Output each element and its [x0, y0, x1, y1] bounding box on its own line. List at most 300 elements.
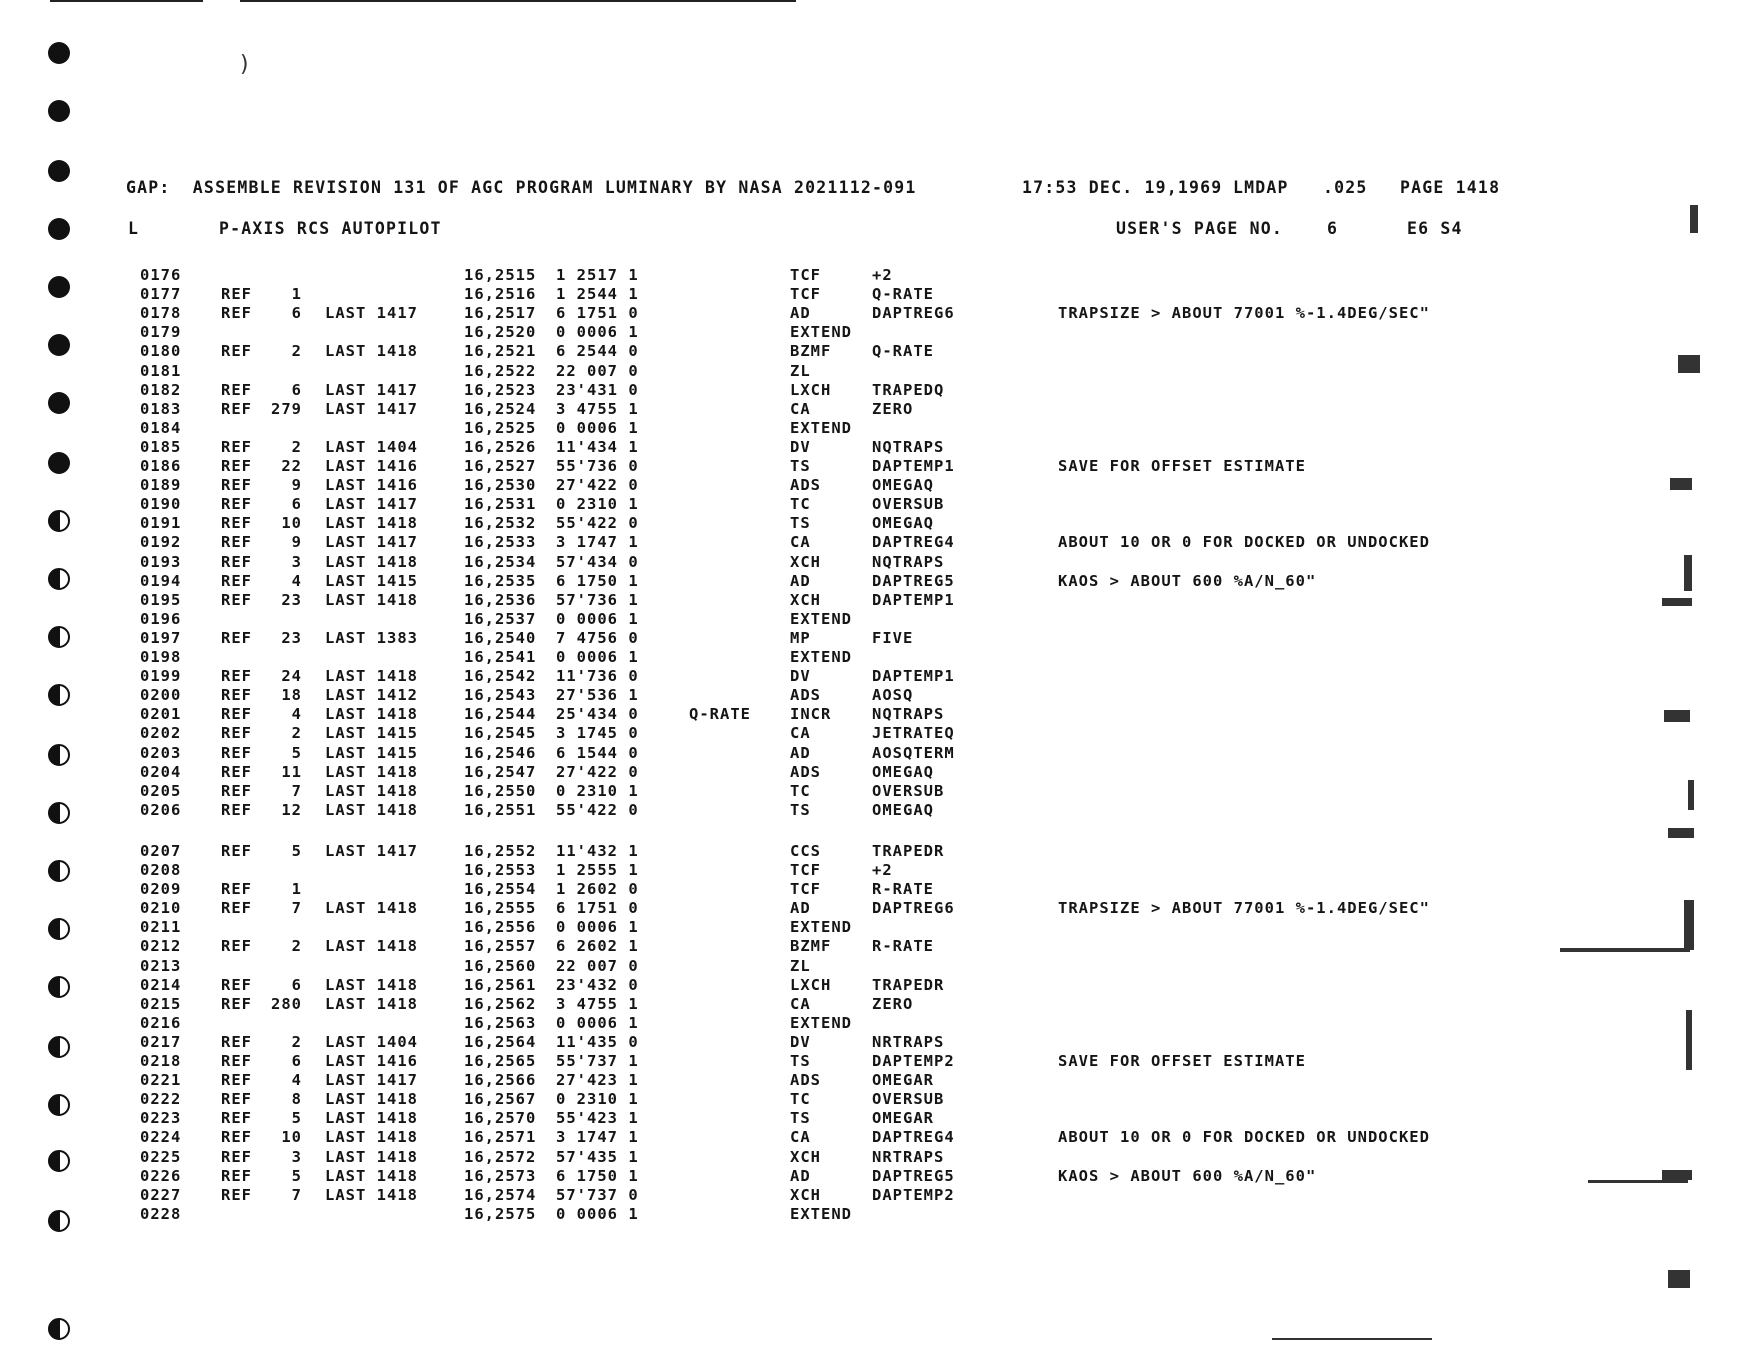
memory-address: 16,2536 — [464, 591, 537, 609]
last-page-ref: LAST 1417 — [325, 842, 418, 860]
opcode: AD — [790, 1167, 811, 1185]
ref-count: 9 — [291, 476, 302, 494]
opcode: TS — [790, 1052, 811, 1070]
ref-count: 1 — [291, 880, 302, 898]
memory-address: 16,2560 — [464, 957, 537, 975]
last-page-ref: LAST 1415 — [325, 572, 418, 590]
punch-hole — [48, 276, 70, 298]
memory-address: 16,2554 — [464, 880, 537, 898]
opcode: TS — [790, 514, 811, 532]
last-page-ref: LAST 1418 — [325, 937, 418, 955]
last-page-ref: LAST 1418 — [325, 1090, 418, 1108]
comment-text: KAOS > ABOUT 600 %A/N_60" — [1058, 1167, 1317, 1185]
sequence-number: 0197 — [140, 629, 182, 647]
memory-address: 16,2573 — [464, 1167, 537, 1185]
octal-word: 0 0006 1 — [556, 648, 639, 666]
memory-address: 16,2523 — [464, 381, 537, 399]
memory-address: 16,2525 — [464, 419, 537, 437]
octal-word: 6 2602 1 — [556, 937, 639, 955]
operand: DAPTEMP2 — [872, 1052, 955, 1070]
opcode: DV — [790, 438, 811, 456]
sequence-number: 0205 — [140, 782, 182, 800]
ref-tag: REF — [221, 553, 252, 571]
opcode: TC — [790, 782, 811, 800]
sequence-number: 0191 — [140, 514, 182, 532]
ref-tag: REF — [221, 667, 252, 685]
memory-address: 16,2517 — [464, 304, 537, 322]
sequence-number: 0210 — [140, 899, 182, 917]
memory-address: 16,2526 — [464, 438, 537, 456]
operand: DAPTREG5 — [872, 572, 955, 590]
ref-tag: REF — [221, 1109, 252, 1127]
operand: OVERSUB — [872, 1090, 945, 1108]
last-page-ref: LAST 1418 — [325, 763, 418, 781]
ref-count: 2 — [291, 1033, 302, 1051]
opcode: CA — [790, 1128, 811, 1146]
opcode: ADS — [790, 1071, 821, 1089]
operand: OMEGAQ — [872, 476, 934, 494]
top-rule-right — [240, 0, 796, 2]
last-page-ref: LAST 1418 — [325, 591, 418, 609]
opcode: TC — [790, 495, 811, 513]
punch-hole — [48, 744, 70, 766]
memory-address: 16,2542 — [464, 667, 537, 685]
punch-hole — [48, 918, 70, 940]
memory-address: 16,2567 — [464, 1090, 537, 1108]
octal-word: 57'736 1 — [556, 591, 639, 609]
ref-tag: REF — [221, 1090, 252, 1108]
ref-count: 1 — [291, 285, 302, 303]
bottom-rule — [1272, 1338, 1432, 1340]
sequence-number: 0216 — [140, 1014, 182, 1032]
octal-word: 11'432 1 — [556, 842, 639, 860]
operand: +2 — [872, 266, 893, 284]
operand: TRAPEDQ — [872, 381, 945, 399]
octal-word: 57'435 1 — [556, 1148, 639, 1166]
operand: ZERO — [872, 995, 914, 1013]
octal-word: 55'736 0 — [556, 457, 639, 475]
ref-count: 23 — [281, 591, 302, 609]
ref-tag: REF — [221, 937, 252, 955]
operand: FIVE — [872, 629, 914, 647]
ref-tag: REF — [221, 782, 252, 800]
sequence-number: 0224 — [140, 1128, 182, 1146]
ref-count: 5 — [291, 744, 302, 762]
octal-word: 1 2517 1 — [556, 266, 639, 284]
opcode: ADS — [790, 476, 821, 494]
operand: JETRATEQ — [872, 724, 955, 742]
ref-tag: REF — [221, 1128, 252, 1146]
memory-address: 16,2550 — [464, 782, 537, 800]
opcode: TS — [790, 801, 811, 819]
punch-hole — [48, 1150, 70, 1172]
ref-tag: REF — [221, 880, 252, 898]
last-page-ref: LAST 1418 — [325, 1148, 418, 1166]
octal-word: 22 007 0 — [556, 957, 639, 975]
sequence-number: 0225 — [140, 1148, 182, 1166]
octal-word: 0 0006 1 — [556, 610, 639, 628]
operand: R-RATE — [872, 937, 934, 955]
ref-tag: REF — [221, 724, 252, 742]
memory-address: 16,2544 — [464, 705, 537, 723]
opcode: CA — [790, 724, 811, 742]
last-page-ref: LAST 1418 — [325, 705, 418, 723]
operand: AOSQTERM — [872, 744, 955, 762]
last-page-ref: LAST 1404 — [325, 1033, 418, 1051]
punch-hole — [48, 100, 70, 122]
last-page-ref: LAST 1418 — [325, 342, 418, 360]
memory-address: 16,2561 — [464, 976, 537, 994]
opcode: LXCH — [790, 976, 832, 994]
operand: DAPTREG6 — [872, 899, 955, 917]
octal-word: 22 007 0 — [556, 362, 639, 380]
sequence-number: 0212 — [140, 937, 182, 955]
opcode: TS — [790, 457, 811, 475]
octal-word: 27'422 0 — [556, 476, 639, 494]
opcode: BZMF — [790, 342, 832, 360]
octal-word: 6 2544 0 — [556, 342, 639, 360]
octal-word: 11'435 0 — [556, 1033, 639, 1051]
octal-word: 23'432 0 — [556, 976, 639, 994]
punch-hole — [48, 802, 70, 824]
opcode: BZMF — [790, 937, 832, 955]
memory-address: 16,2545 — [464, 724, 537, 742]
last-page-ref: LAST 1418 — [325, 514, 418, 532]
punch-hole — [48, 976, 70, 998]
opcode: ZL — [790, 362, 811, 380]
memory-address: 16,2546 — [464, 744, 537, 762]
octal-word: 23'431 0 — [556, 381, 639, 399]
comment-text: ABOUT 10 OR 0 FOR DOCKED OR UNDOCKED — [1058, 1128, 1430, 1146]
opcode: TCF — [790, 880, 821, 898]
ref-count: 6 — [291, 304, 302, 322]
memory-address: 16,2527 — [464, 457, 537, 475]
ref-count: 10 — [281, 1128, 302, 1146]
operand: NQTRAPS — [872, 438, 945, 456]
sequence-number: 0176 — [140, 266, 182, 284]
operand: DAPTREG5 — [872, 1167, 955, 1185]
operand: DAPTEMP1 — [872, 591, 955, 609]
page-number: PAGE 1418 — [1400, 178, 1501, 197]
memory-address: 16,2571 — [464, 1128, 537, 1146]
ref-tag: REF — [221, 1148, 252, 1166]
octal-word: 1 2544 1 — [556, 285, 639, 303]
opcode: ADS — [790, 763, 821, 781]
sequence-number: 0209 — [140, 880, 182, 898]
operand: DAPTREG4 — [872, 1128, 955, 1146]
memory-address: 16,2565 — [464, 1052, 537, 1070]
listing-timestamp: 17:53 DEC. 19,1969 — [1022, 178, 1223, 197]
opcode: MP — [790, 629, 811, 647]
ref-count: 10 — [281, 514, 302, 532]
operand: NQTRAPS — [872, 705, 945, 723]
ref-tag: REF — [221, 1052, 252, 1070]
sequence-number: 0211 — [140, 918, 182, 936]
octal-word: 55'737 1 — [556, 1052, 639, 1070]
users-page-label: USER'S PAGE NO. — [1116, 219, 1284, 238]
octal-word: 0 0006 1 — [556, 323, 639, 341]
operand: OMEGAR — [872, 1071, 934, 1089]
octal-word: 0 2310 1 — [556, 495, 639, 513]
opcode: TS — [790, 1109, 811, 1127]
memory-address: 16,2553 — [464, 861, 537, 879]
opcode: XCH — [790, 553, 821, 571]
section-title: P-AXIS RCS AUTOPILOT — [219, 219, 442, 238]
ref-tag: REF — [221, 995, 252, 1013]
last-page-ref: LAST 1418 — [325, 1128, 418, 1146]
last-page-ref: LAST 1416 — [325, 476, 418, 494]
ref-count: 5 — [291, 1167, 302, 1185]
octal-word: 25'434 0 — [556, 705, 639, 723]
sequence-number: 0186 — [140, 457, 182, 475]
opcode: ZL — [790, 957, 811, 975]
octal-word: 55'422 0 — [556, 514, 639, 532]
opcode: XCH — [790, 1148, 821, 1166]
octal-word: 6 1544 0 — [556, 744, 639, 762]
octal-word: 11'434 1 — [556, 438, 639, 456]
sequence-number: 0206 — [140, 801, 182, 819]
opcode: XCH — [790, 1186, 821, 1204]
sequence-number: 0199 — [140, 667, 182, 685]
opcode: TC — [790, 1090, 811, 1108]
octal-word: 3 1747 1 — [556, 1128, 639, 1146]
last-page-ref: LAST 1418 — [325, 1186, 418, 1204]
punch-hole — [48, 392, 70, 414]
sequence-number: 0193 — [140, 553, 182, 571]
sequence-number: 0182 — [140, 381, 182, 399]
sequence-number: 0226 — [140, 1167, 182, 1185]
sequence-number: 0195 — [140, 591, 182, 609]
ref-tag: REF — [221, 744, 252, 762]
memory-address: 16,2563 — [464, 1014, 537, 1032]
memory-address: 16,2566 — [464, 1071, 537, 1089]
ref-count: 3 — [291, 1148, 302, 1166]
ref-count: 2 — [291, 937, 302, 955]
octal-word: 0 2310 1 — [556, 1090, 639, 1108]
octal-word: 3 1745 0 — [556, 724, 639, 742]
comment-text: KAOS > ABOUT 600 %A/N_60" — [1058, 572, 1317, 590]
ref-tag: REF — [221, 533, 252, 551]
sequence-number: 0217 — [140, 1033, 182, 1051]
ref-count: 2 — [291, 438, 302, 456]
punch-hole — [48, 510, 70, 532]
punch-hole — [48, 160, 70, 182]
sequence-number: 0201 — [140, 705, 182, 723]
opcode: XCH — [790, 591, 821, 609]
last-page-ref: LAST 1418 — [325, 1109, 418, 1127]
operand: OVERSUB — [872, 782, 945, 800]
octal-word: 6 1751 0 — [556, 899, 639, 917]
memory-address: 16,2524 — [464, 400, 537, 418]
last-page-ref: LAST 1417 — [325, 533, 418, 551]
ref-tag: REF — [221, 572, 252, 590]
ref-tag: REF — [221, 899, 252, 917]
last-page-ref: LAST 1412 — [325, 686, 418, 704]
operand: DAPTEMP2 — [872, 1186, 955, 1204]
opcode: AD — [790, 572, 811, 590]
octal-word: 57'737 0 — [556, 1186, 639, 1204]
sequence-number: 0189 — [140, 476, 182, 494]
memory-address: 16,2574 — [464, 1186, 537, 1204]
punch-hole — [48, 42, 70, 64]
comment-text: SAVE FOR OFFSET ESTIMATE — [1058, 1052, 1306, 1070]
memory-address: 16,2521 — [464, 342, 537, 360]
sequence-number: 0203 — [140, 744, 182, 762]
memory-address: 16,2551 — [464, 801, 537, 819]
memory-address: 16,2552 — [464, 842, 537, 860]
opcode: EXTEND — [790, 419, 852, 437]
punch-hole — [48, 568, 70, 590]
opcode: EXTEND — [790, 323, 852, 341]
last-page-ref: LAST 1404 — [325, 438, 418, 456]
ref-tag: REF — [221, 801, 252, 819]
ref-tag: REF — [221, 976, 252, 994]
top-rule-left — [50, 0, 203, 2]
ref-tag: REF — [221, 705, 252, 723]
operand: DAPTREG6 — [872, 304, 955, 322]
operand: NRTRAPS — [872, 1148, 945, 1166]
operand: ZERO — [872, 400, 914, 418]
punch-hole — [48, 626, 70, 648]
memory-address: 16,2541 — [464, 648, 537, 666]
opcode: CCS — [790, 842, 821, 860]
ref-count: 5 — [291, 842, 302, 860]
opcode: CA — [790, 533, 811, 551]
memory-address: 16,2520 — [464, 323, 537, 341]
operand: OMEGAR — [872, 1109, 934, 1127]
sequence-number: 0222 — [140, 1090, 182, 1108]
last-page-ref: LAST 1417 — [325, 381, 418, 399]
ref-tag: REF — [221, 591, 252, 609]
octal-word: 6 1750 1 — [556, 1167, 639, 1185]
sequence-number: 0208 — [140, 861, 182, 879]
operand: +2 — [872, 861, 893, 879]
octal-word: 55'422 0 — [556, 801, 639, 819]
octal-word: 55'423 1 — [556, 1109, 639, 1127]
last-page-ref: LAST 1418 — [325, 995, 418, 1013]
sequence-number: 0214 — [140, 976, 182, 994]
program-name: LMDAP — [1233, 178, 1289, 197]
octal-word: 3 1747 1 — [556, 533, 639, 551]
last-page-ref: LAST 1418 — [325, 1167, 418, 1185]
ref-tag: REF — [221, 342, 252, 360]
operand: TRAPEDR — [872, 976, 945, 994]
memory-address: 16,2531 — [464, 495, 537, 513]
program-version: .025 — [1323, 178, 1368, 197]
ref-count: 2 — [291, 342, 302, 360]
sequence-number: 0190 — [140, 495, 182, 513]
ref-count: 9 — [291, 533, 302, 551]
memory-address: 16,2522 — [464, 362, 537, 380]
memory-address: 16,2556 — [464, 918, 537, 936]
punch-hole — [48, 684, 70, 706]
memory-address: 16,2564 — [464, 1033, 537, 1051]
octal-word: 57'434 0 — [556, 553, 639, 571]
last-page-ref: LAST 1418 — [325, 782, 418, 800]
memory-address: 16,2534 — [464, 553, 537, 571]
ref-tag: REF — [221, 629, 252, 647]
opcode: EXTEND — [790, 648, 852, 666]
ref-count: 7 — [291, 899, 302, 917]
ref-count: 6 — [291, 1052, 302, 1070]
ref-count: 24 — [281, 667, 302, 685]
memory-address: 16,2547 — [464, 763, 537, 781]
ref-tag: REF — [221, 1033, 252, 1051]
last-page-ref: LAST 1415 — [325, 724, 418, 742]
ref-count: 6 — [291, 976, 302, 994]
octal-word: 0 0006 1 — [556, 419, 639, 437]
comment-text: ABOUT 10 OR 0 FOR DOCKED OR UNDOCKED — [1058, 533, 1430, 551]
octal-word: 0 2310 1 — [556, 782, 639, 800]
comment-text: TRAPSIZE > ABOUT 77001 %-1.4DEG/SEC" — [1058, 304, 1430, 322]
opcode: TCF — [790, 861, 821, 879]
opcode: ADS — [790, 686, 821, 704]
memory-address: 16,2555 — [464, 899, 537, 917]
octal-word: 3 4755 1 — [556, 400, 639, 418]
sequence-number: 0200 — [140, 686, 182, 704]
operand: DAPTREG4 — [872, 533, 955, 551]
listing-title: GAP: ASSEMBLE REVISION 131 OF AGC PROGRAM LUMINARY BY NASA 2021112-091 — [126, 178, 917, 197]
sequence-number: 0223 — [140, 1109, 182, 1127]
ref-count: 5 — [291, 1109, 302, 1127]
ref-tag: REF — [221, 495, 252, 513]
octal-word: 27'422 0 — [556, 763, 639, 781]
opcode: EXTEND — [790, 918, 852, 936]
sequence-number: 0180 — [140, 342, 182, 360]
opcode: DV — [790, 667, 811, 685]
opcode: CA — [790, 400, 811, 418]
opcode: AD — [790, 899, 811, 917]
last-page-ref: LAST 1416 — [325, 457, 418, 475]
last-page-ref: LAST 1418 — [325, 801, 418, 819]
memory-address: 16,2570 — [464, 1109, 537, 1127]
ref-tag: REF — [221, 763, 252, 781]
ref-count: 6 — [291, 495, 302, 513]
ref-tag: REF — [221, 1071, 252, 1089]
opcode: DV — [790, 1033, 811, 1051]
last-page-ref: LAST 1418 — [325, 976, 418, 994]
punch-hole — [48, 452, 70, 474]
last-page-ref: LAST 1418 — [325, 553, 418, 571]
sequence-number: 0183 — [140, 400, 182, 418]
last-page-ref: LAST 1417 — [325, 1071, 418, 1089]
memory-address: 16,2557 — [464, 937, 537, 955]
punch-hole — [48, 334, 70, 356]
memory-address: 16,2575 — [464, 1205, 537, 1223]
opcode: TCF — [790, 285, 821, 303]
ref-count: 18 — [281, 686, 302, 704]
memory-address: 16,2530 — [464, 476, 537, 494]
ref-tag: REF — [221, 1186, 252, 1204]
comment-text: TRAPSIZE > ABOUT 77001 %-1.4DEG/SEC" — [1058, 899, 1430, 917]
octal-word: 3 4755 1 — [556, 995, 639, 1013]
opcode: AD — [790, 744, 811, 762]
octal-word: 0 0006 1 — [556, 1205, 639, 1223]
sequence-number: 0202 — [140, 724, 182, 742]
last-page-ref: LAST 1383 — [325, 629, 418, 647]
memory-address: 16,2532 — [464, 514, 537, 532]
memory-address: 16,2572 — [464, 1148, 537, 1166]
octal-word: 6 1751 0 — [556, 304, 639, 322]
statement-label: Q-RATE — [689, 705, 751, 723]
sequence-number: 0179 — [140, 323, 182, 341]
sequence-number: 0181 — [140, 362, 182, 380]
last-page-ref: LAST 1418 — [325, 899, 418, 917]
sequence-number: 0218 — [140, 1052, 182, 1070]
last-page-ref: LAST 1418 — [325, 667, 418, 685]
ref-tag: REF — [221, 476, 252, 494]
octal-word: 0 0006 1 — [556, 1014, 639, 1032]
